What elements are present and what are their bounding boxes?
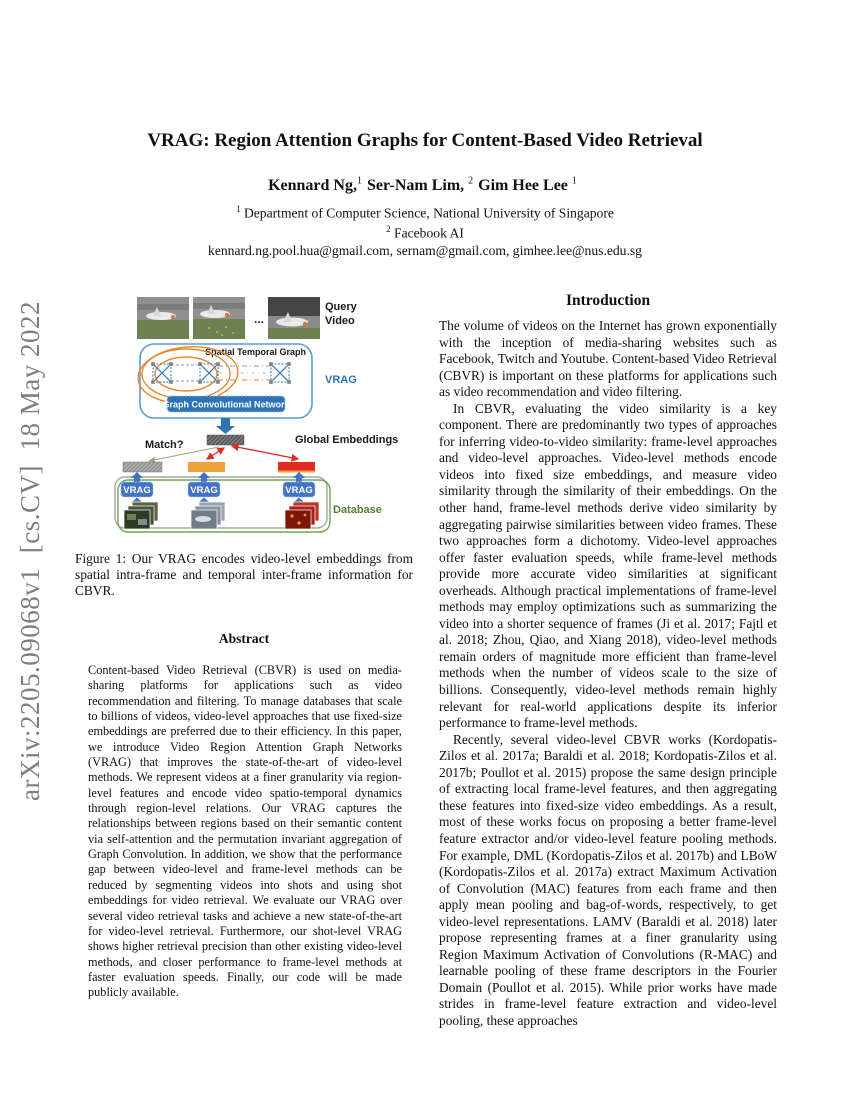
svg-text:VRAG: VRAG [190,485,218,496]
video-stack-1 [124,502,158,529]
vrag-node-3 [283,482,315,497]
affiliation-2-text: Facebook AI [390,225,464,241]
global-embeddings-label: Global Embeddings [295,434,399,446]
author-1: Kennard Ng, [268,177,357,195]
emails-line: kennard.ng.pool.hua@gmail.com, sernam@gmail.com, gimhee.lee@nus.edu.sg [208,243,642,259]
author-1-affmark: 1 [356,176,362,187]
abstract-heading: Abstract [218,631,270,646]
vrag-node-2 [188,482,220,497]
affiliation-1-text: Department of Computer Science, National University of Singapore [240,205,614,221]
intro-paragraph-1: The volume of videos on the Internet has grown exponentially with the inception of media-sharing websites such as Facebook, Twitch and Youtube. Content-based Video Retrieval (CBVR) is important on these platforms for applications such as video recommendation and video filtering. [439,318,777,400]
candidate-bar-gray [123,462,162,472]
svg-text:VRAG: VRAG [123,485,151,496]
query-frame-3 [268,297,320,339]
query-video-label-line1: Query [325,301,357,313]
query-frame-1 [137,297,189,339]
query-video-label-line2: Video [325,315,355,327]
figure-1 [75,290,413,542]
gcn-button-label: Graph Convolutional Network [162,399,290,410]
query-frames-ellipsis: ... [254,312,265,326]
vrag-node-1 [121,482,153,497]
left-column [75,290,413,1030]
affiliation-2-mark: 2 [386,223,391,234]
paper-header [0,130,850,259]
intro-paragraph-2: In CBVR, evaluating the video similarity is a key component. There are predominantly two types of approaches for inferring video-to-video similarity: frame-level approaches and video-level approaches. Video-level methods encode videos into fixed size embeddings, and measure video similarity through the similarity of their embeddings. On the other hand, frame-level methods derive video similarity by aggregating pairwise similarities between video frames. These two approaches form a dichotomy. Video-level approaches offer faster evaluation speeds, while frame-level methods provide more accurate video similarities at significant overheads. Although practical implementations of frame-level methods may employ optimizations such as summarizing the video into a shorter sequence of frames (Ji et al. 2017; Fajtl et al. 2018; Zhou, Qiao, and Xiang 2018), video-level methods remain orders of magnitude more efficient than frame-level methods when the number of videos scale to the size of billions. Consequently, video-level methods remain highly relevant for real-world applications despite its inferior performance to frame-level methods. [439,400,777,731]
authors-line [0,176,850,195]
right-column [439,290,777,1030]
candidate-bar-orange [188,462,225,472]
figure-1-caption: Figure 1: Our VRAG encodes video-level embeddings from spatial intra-frame and temporal inter-frame information for CBVR. [75,551,413,598]
affiliation-1-mark: 1 [236,204,241,215]
database-label: Database [333,504,382,516]
author-3-affmark: 1 [571,176,577,187]
abstract-text: Content-based Video Retrieval (CBVR) is used on media-sharing platforms for applications such as video recommendation and filtering. To manage databases that scale to billions of videos, video-level approaches that use fixed-size embeddings are preferred due to their efficiency. In this paper, we introduce Video Region Attention Graph Networks (VRAG) that improves the state-of-the-art of video-level methods. We represent videos at a finer granularity via region-level features and encode video spatio-temporal dynamics through region-level relations. Our VRAG captures the relationships between regions based on their semantic content via self-attention and the permutation invariant aggregation of Graph Convolution. In addition, we show that the performance gap between video-level and frame-level methods can be reduced by segmenting videos into shots and using shot embeddings for video retrieval. We evaluate our VRAG over several video retrieval tasks and achieve a new state-of-the-art for video-level retrieval. Furthermore, our shot-level VRAG shows higher retrieval precision than other existing video-level methods, and closer performance to frame-level methods at faster evaluation speeds. Finally, our code will be made publicly available. [88,663,402,1000]
author-2-affmark: 2 [468,176,474,187]
paper-title: VRAG: Region Attention Graphs for Content-Based Video Retrieval [147,130,703,151]
intro-paragraph-3: Recently, several video-level CBVR works (Kordopatis-Zilos et al. 2017a; Baraldi et al. 2018; Kordopatis-Zilos et al. 2017b; Poullot et al. 2015) propose the same design principle of extracting local frame-level features, and then aggregating these features into fixed-size video embeddings. As a result, most of these works focus on proposing a better frame-level feature extractor and/or video-level feature pooling methods. For example, DML (Kordopatis-Zilos et al. 2017b) and LBoW (Kordopatis-Zilos et al. 2017a) extract Maximum Activation of Convolution (MAC) features from each frame and then apply mean pooling and bag-of-words, respectively, to get video-level representations. LAMV (Baraldi et al. 2018) later propose representing frames at a finer granularity using Region Maximum Activation of Convolutions (R-MAC) and learnable pooling of these frame descriptors in the Fourier Domain (Poullot et al. 2015). While prior works have made strides in frame-level feature extraction and video-level pooling, these approaches [439,731,777,1028]
author-2: Ser-Nam Lim, [366,177,465,195]
affiliation-1 [0,204,850,222]
video-stack-2 [191,502,225,529]
author-3: Gim Hee Lee [478,177,568,195]
introduction-heading: Introduction [565,292,651,309]
match-label: Match? [145,439,184,451]
gcn-output-arrow-icon [216,418,235,434]
query-frame-2 [193,297,245,339]
affiliation-2 [0,224,850,242]
video-stack-3 [285,502,319,529]
arxiv-watermark: arXiv:2205.09068v1 [cs.CV] 18 May 2022 [15,301,45,801]
similarity-arrow-red [232,446,298,459]
candidate-bar-red [278,462,315,473]
svg-text:VRAG: VRAG [285,485,313,496]
spatial-temporal-graph-title: Spatial Temporal Graph [205,347,306,357]
vrag-side-label: VRAG [325,374,357,386]
query-embedding-bar [207,435,244,445]
similarity-arrow-orange [207,448,224,459]
two-column-body [75,290,777,1030]
